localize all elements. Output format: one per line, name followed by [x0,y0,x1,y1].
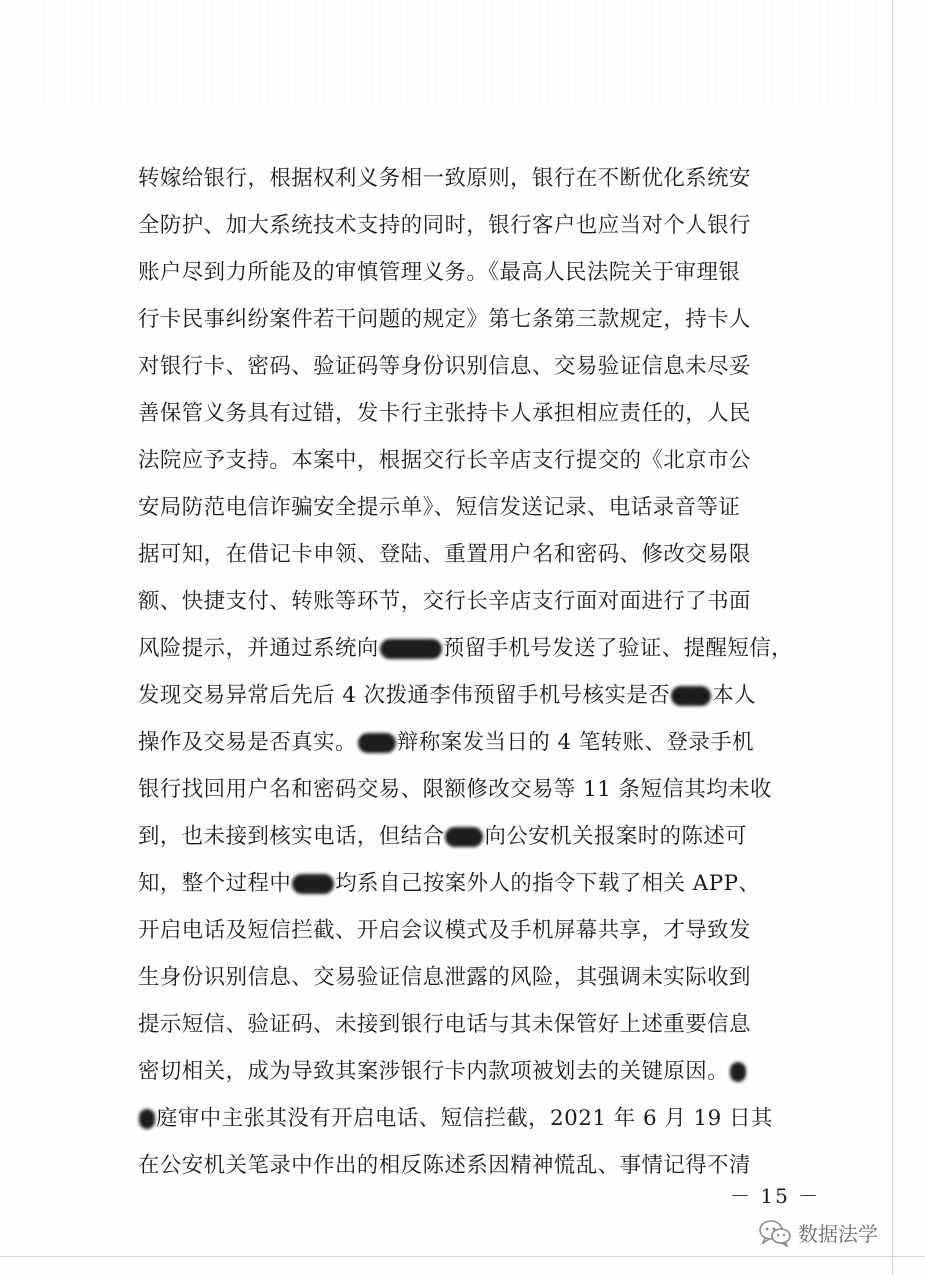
text-line-20 [138,1048,818,1095]
scan-edge-right [892,0,893,1275]
text-line-19: 提示短信、验证码、未接到银行电话与其未保管好上述重要信息 [138,1012,751,1037]
redaction-mark [730,1062,746,1082]
text-line-21 [138,1095,818,1142]
text-line-2: 全防护、加大系统技术支持的同时，银行客户也应当对个人银行 [138,213,751,238]
text-line-13 [138,719,818,766]
watermark-text: 数据法学 [798,1222,878,1246]
redaction-mark [380,639,442,659]
text-line-11 [138,625,818,672]
text-line-15-b: 向公安机关报案时的陈述可 [484,824,748,849]
scan-noise [40,0,880,110]
scan-edge-bottom [0,1256,925,1257]
text-line-8: 安局防范电信诈骗安全提示单》、短信发送记录、电话录音等证 [138,495,741,520]
text-line-16-a: 知，整个过程中 [138,871,292,896]
text-line-7: 法院应予支持。本案中，根据交行长辛店支行提交的《北京市公 [138,448,751,473]
text-line-9: 据可知，在借记卡申领、登陆、重置用户名和密码、修改交易限 [138,542,751,567]
text-line-3: 账户尽到力所能及的审慎管理义务。《最高人民法院关于审理银 [138,260,741,285]
text-line-12-b: 本人 [712,683,756,708]
judgment-body-text [138,155,818,1189]
text-line-22: 在公安机关笔录中作出的相反陈述系因精神慌乱、事情记得不清 [138,1153,751,1178]
redaction-mark [445,827,483,847]
page-number: － 15 － [730,1184,821,1208]
redaction-mark [292,874,334,894]
text-line-5: 对银行卡、密码、验证码等身份识别信息、交易验证信息未尽妥 [138,354,751,379]
text-line-12-a: 发现交易异常后先后 4 次拨通李伟预留手机号核实是否 [138,683,671,708]
text-line-4: 行卡民事纠纷案件若干问题的规定》第七条第三款规定，持卡人 [138,307,751,332]
text-line-11-a: 风险提示，并通过系统向 [138,636,379,661]
text-line-16-b: 均系自己按案外人的指令下载了相关 APP、 [335,871,761,896]
text-line-13-a: 操作及交易是否真实。 [138,730,357,755]
redaction-mark [358,733,396,753]
text-line-13-b: 辩称案发当日的 4 笔转账、登录手机 [396,730,754,755]
text-line-10: 额、快捷支付、转账等环节，交行长辛店支行面对面进行了书面 [138,589,751,614]
text-line-11-b: 预留手机号发送了验证、提醒短信， [442,636,794,661]
text-line-6: 善保管义务具有过错，发卡行主张持卡人承担相应责任的，人民 [138,401,751,426]
text-line-14: 银行找回用户名和密码交易、限额修改交易等 11 条短信其均未收 [138,777,772,802]
text-line-17: 开启电话及短信拦截、开启会议模式及手机屏幕共享，才导致发 [138,918,751,943]
text-line-18: 生身份识别信息、交易验证信息泄露的风险，其强调未实际收到 [138,965,751,990]
text-line-12 [138,672,818,719]
wechat-icon [758,1219,792,1247]
text-line-20-a: 密切相关，成为导致其案涉银行卡内款项被划去的关键原因。 [138,1059,730,1084]
text-line-15-a: 到，也未接到核实电话，但结合 [138,824,445,849]
redaction-mark [139,1109,155,1129]
text-line-16 [138,860,818,907]
text-line-1: 转嫁给银行，根据权利义务相一致原则，银行在不断优化系统安 [138,166,751,191]
redaction-mark [671,686,711,706]
text-line-21-a: 庭审中主张其没有开启电话、短信拦截，2021 年 6 月 19 日其 [156,1106,773,1131]
watermark [758,1218,878,1247]
text-line-15 [138,813,818,860]
